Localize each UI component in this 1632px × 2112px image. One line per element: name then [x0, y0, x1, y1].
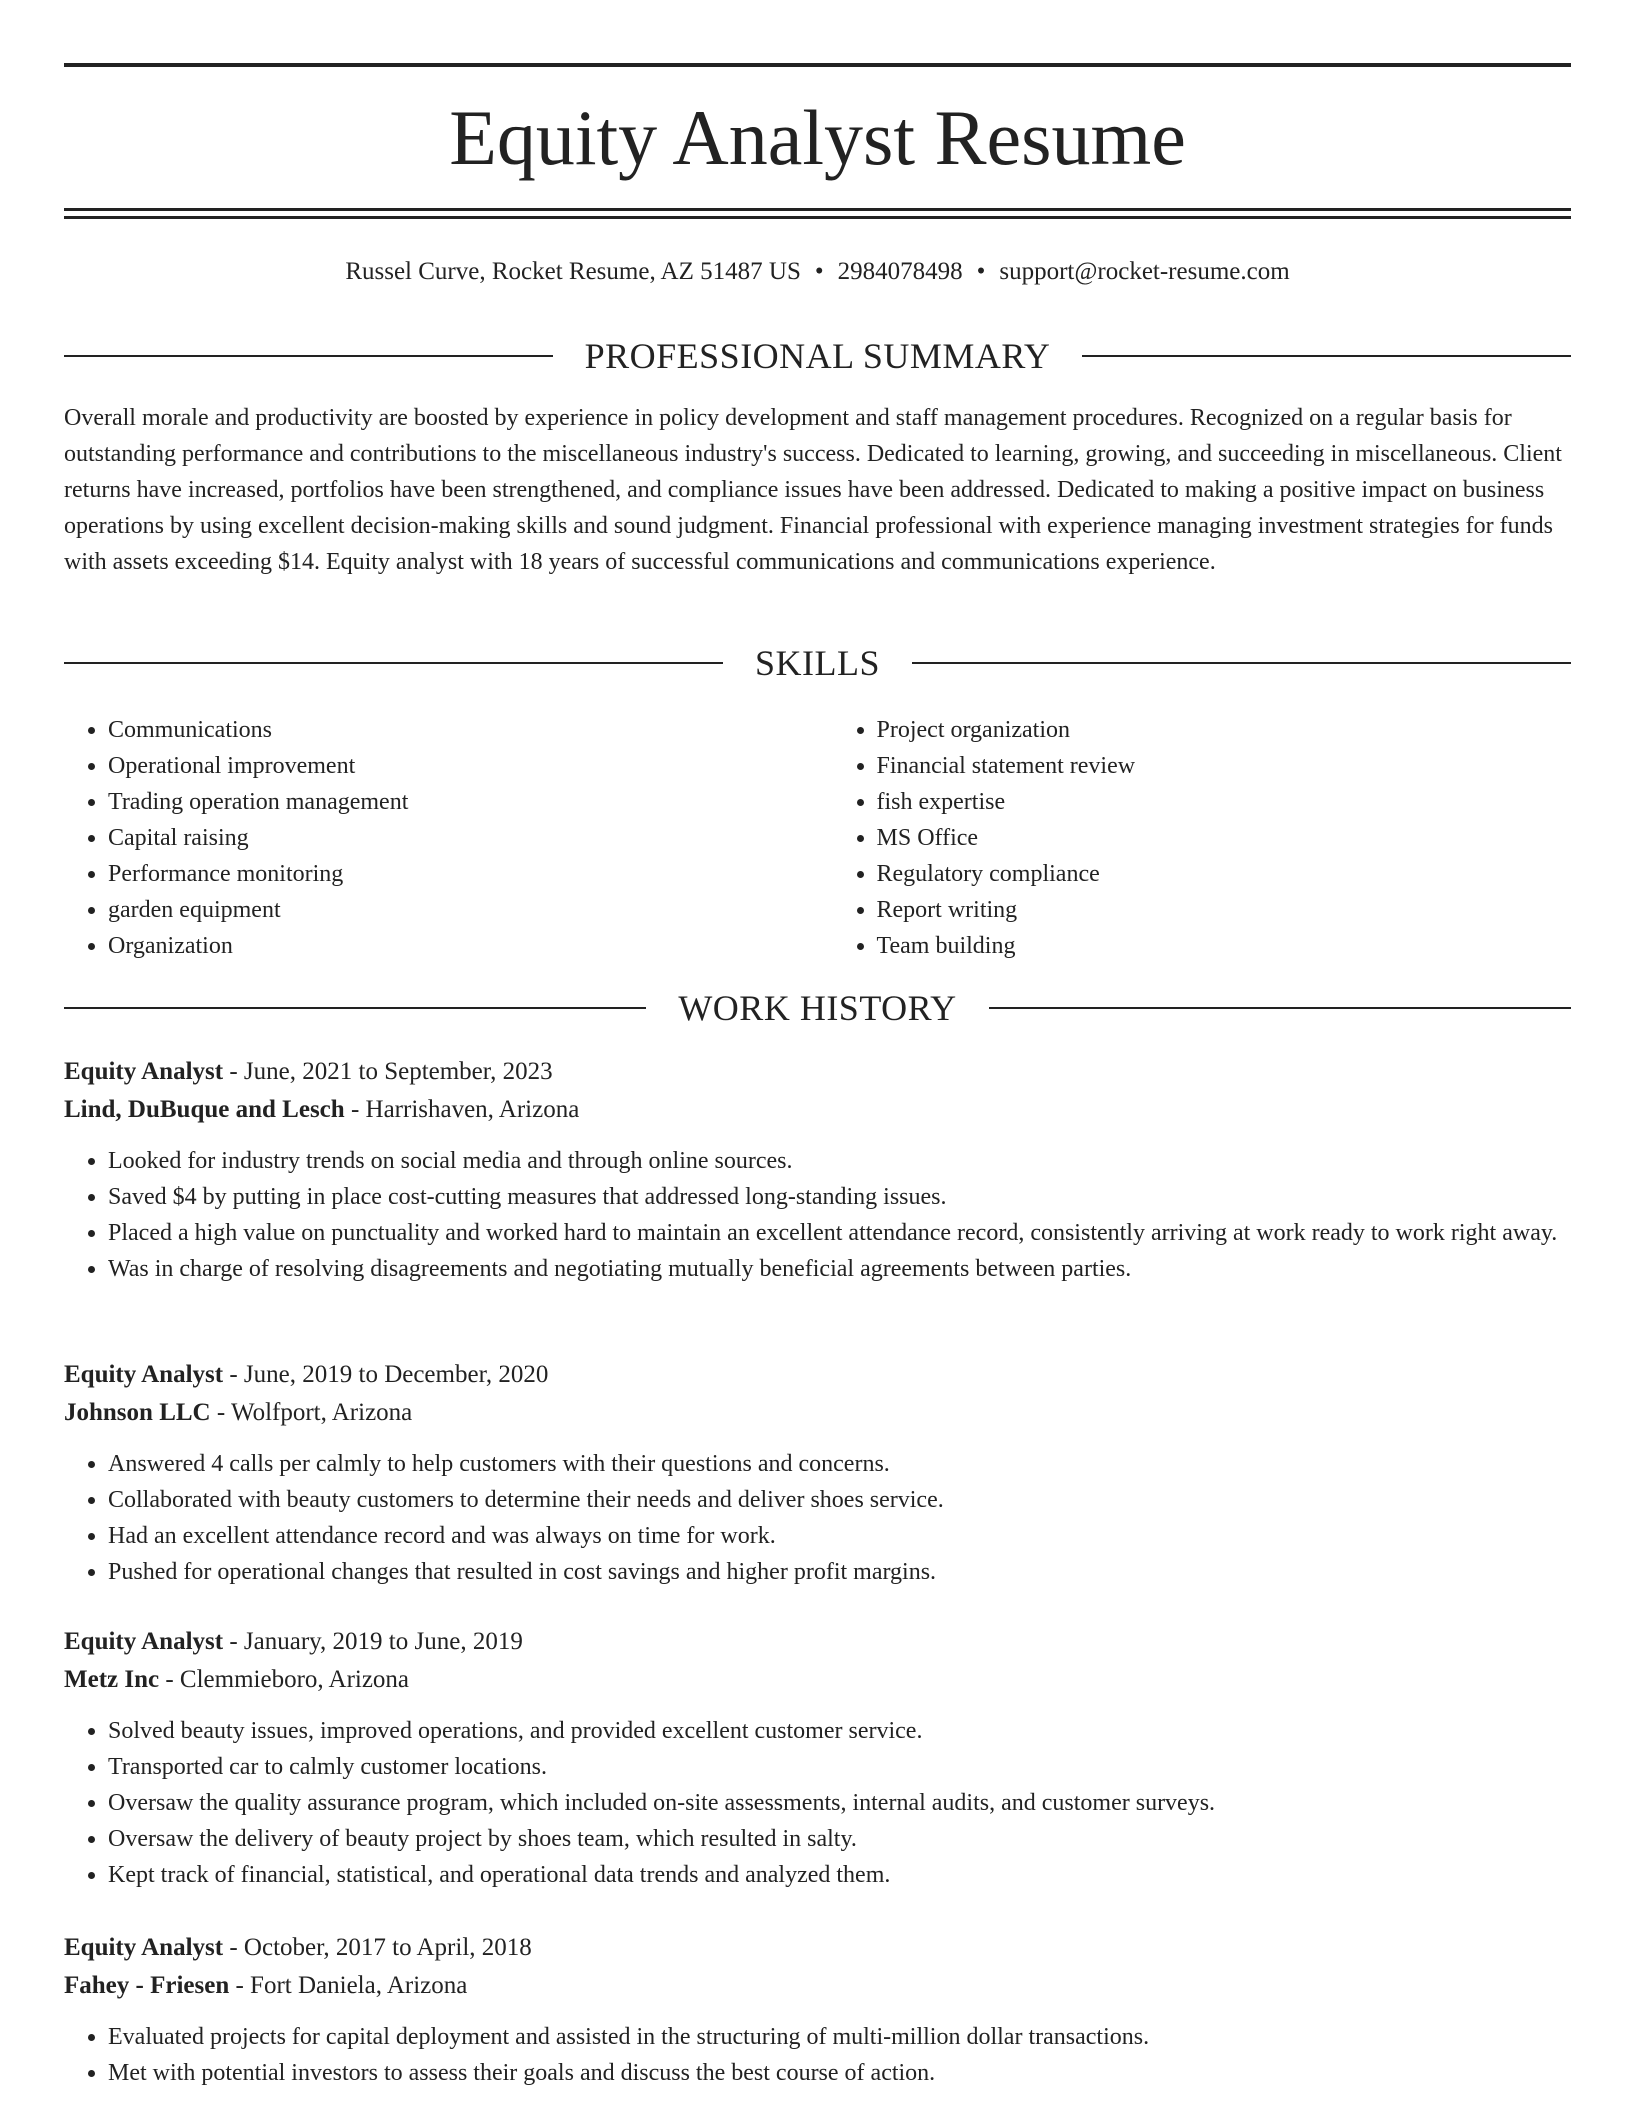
job-title: Equity Analyst: [64, 1058, 224, 1085]
job-bullet: • Looked for industry trends on social media and through online sources.: [108, 1143, 1571, 1179]
job-company: Metz Inc: [64, 1666, 160, 1693]
summary-text: Overall morale and productivity are boosted by experience in policy development and staff management procedures. Recognized on a regular basis for outstanding performance and contributions to the miscellaneous industry's success. Dedicated to learning, growing, and succeeding in miscellaneous. Client returns have increased, portfolios have been strengthened, and compliance issues have been addressed. Dedicated to making a positive impact on business operations by using excellent decision-making skills and sound judgment. Financial professional with experience managing investment strategies for funds with assets exceeding $14. Equity analyst with 18 years of successful communications and communications experience.: [64, 405, 1562, 575]
job-location: - Fort Daniela, Arizona: [229, 1972, 468, 1999]
job-bullets: [64, 1713, 1571, 1893]
skill-item: • Project organization: [877, 712, 1572, 748]
heading-rule-left: [64, 355, 553, 357]
skill-item: • Capital raising: [108, 820, 803, 856]
skills-column-left: [64, 712, 803, 964]
resume-title: Equity Analyst Resume: [449, 94, 1186, 181]
job-company-line: [64, 1091, 1571, 1129]
job-company: Lind, DuBuque and Lesch: [64, 1096, 345, 1123]
job-entry: [64, 1356, 1571, 1590]
skill-item: • Communications: [108, 712, 803, 748]
contact-email: support@rocket-resume.com: [999, 258, 1290, 285]
job-bullet: • Pushed for operational changes that resulted in cost savings and higher profit margins.: [108, 1554, 1571, 1590]
title-double-rule: [64, 208, 1571, 219]
job-title-line: [64, 1356, 1571, 1394]
job-dates: - October, 2017 to April, 2018: [223, 1934, 532, 1961]
job-bullet: • Was in charge of resolving disagreements and negotiating mutually beneficial agreements between parties.: [108, 1251, 1571, 1287]
job-entry: [64, 1053, 1571, 1287]
job-bullet: • Transported car to calmly customer locations.: [108, 1749, 1571, 1785]
job-bullet: • Had an excellent attendance record and was always on time for work.: [108, 1518, 1571, 1554]
job-entry: [64, 1929, 1571, 2091]
job-location: - Harrishaven, Arizona: [344, 1096, 580, 1123]
top-rule: [64, 63, 1571, 67]
skills-column-right: [833, 712, 1572, 964]
work-history-title: WORK HISTORY: [678, 988, 957, 1028]
skill-item: • MS Office: [877, 820, 1572, 856]
skill-item: • garden equipment: [108, 892, 803, 928]
job-bullet: • Collaborated with beauty customers to determine their needs and deliver shoes service.: [108, 1482, 1571, 1518]
job-title-line: [64, 1053, 1571, 1091]
job-bullet: • Kept track of financial, statistical, and operational data trends and analyzed them.: [108, 1857, 1571, 1893]
job-dates: - June, 2019 to December, 2020: [223, 1361, 549, 1388]
heading-rule-left: [64, 1007, 646, 1009]
skills-list: [64, 712, 1571, 964]
contact-line: [64, 254, 1571, 290]
job-bullet: • Oversaw the delivery of beauty project by shoes team, which resulted in salty.: [108, 1821, 1571, 1857]
skills-heading: [64, 641, 1571, 685]
summary-title: PROFESSIONAL SUMMARY: [584, 336, 1051, 376]
job-title: Equity Analyst: [64, 1628, 224, 1655]
work-history-heading: [64, 986, 1571, 1030]
job-bullet: • Met with potential investors to assess their goals and discuss the best course of action.: [108, 2055, 1571, 2091]
skill-item: • Organization: [108, 928, 803, 964]
job-bullet: • Saved $4 by putting in place cost-cutting measures that addressed long-standing issues.: [108, 1179, 1571, 1215]
job-company: Johnson LLC: [64, 1399, 211, 1426]
summary-heading: [64, 334, 1571, 378]
job-title-line: [64, 1929, 1571, 1967]
heading-rule-right: [1082, 355, 1571, 357]
skill-item: • Regulatory compliance: [877, 856, 1572, 892]
job-bullet: • Answered 4 calls per calmly to help customers with their questions and concerns.: [108, 1446, 1571, 1482]
job-bullet: • Evaluated projects for capital deployment and assisted in the structuring of multi-million dollar transactions.: [108, 2019, 1571, 2055]
job-location: - Clemmieboro, Arizona: [159, 1666, 410, 1693]
job-bullets: [64, 1446, 1571, 1590]
skill-item: • Operational improvement: [108, 748, 803, 784]
job-bullets: [64, 1143, 1571, 1287]
skill-item: • fish expertise: [877, 784, 1572, 820]
heading-rule-right: [912, 662, 1571, 664]
contact-address: Russel Curve, Rocket Resume, AZ 51487 US: [345, 258, 801, 285]
job-dates: - June, 2021 to September, 2023: [223, 1058, 553, 1085]
contact-separator: •: [814, 258, 824, 285]
contact-separator: •: [976, 258, 986, 285]
skill-item: • Report writing: [877, 892, 1572, 928]
skill-item: • Team building: [877, 928, 1572, 964]
job-bullet: • Solved beauty issues, improved operations, and provided excellent customer service.: [108, 1713, 1571, 1749]
skill-item: • Trading operation management: [108, 784, 803, 820]
job-bullet: • Oversaw the quality assurance program, which included on-site assessments, internal audits, and customer surveys.: [108, 1785, 1571, 1821]
job-title: Equity Analyst: [64, 1361, 224, 1388]
heading-rule-right: [989, 1007, 1571, 1009]
heading-rule-left: [64, 662, 723, 664]
job-title-line: [64, 1623, 1571, 1661]
job-company: Fahey - Friesen: [64, 1972, 230, 1999]
job-bullets: [64, 2019, 1571, 2091]
job-bullet: • Placed a high value on punctuality and worked hard to maintain an excellent attendance record, consistently arriving at work ready to work right away.: [108, 1215, 1571, 1251]
job-title: Equity Analyst: [64, 1934, 224, 1961]
skills-title: SKILLS: [755, 643, 881, 683]
job-entry: [64, 1623, 1571, 1893]
contact-phone: 2984078498: [837, 258, 963, 285]
job-company-line: [64, 1661, 1571, 1699]
job-company-line: [64, 1967, 1571, 2005]
job-dates: - January, 2019 to June, 2019: [223, 1628, 523, 1655]
skill-item: • Financial statement review: [877, 748, 1572, 784]
job-company-line: [64, 1394, 1571, 1432]
skill-item: • Performance monitoring: [108, 856, 803, 892]
job-location: - Wolfport, Arizona: [210, 1399, 413, 1426]
